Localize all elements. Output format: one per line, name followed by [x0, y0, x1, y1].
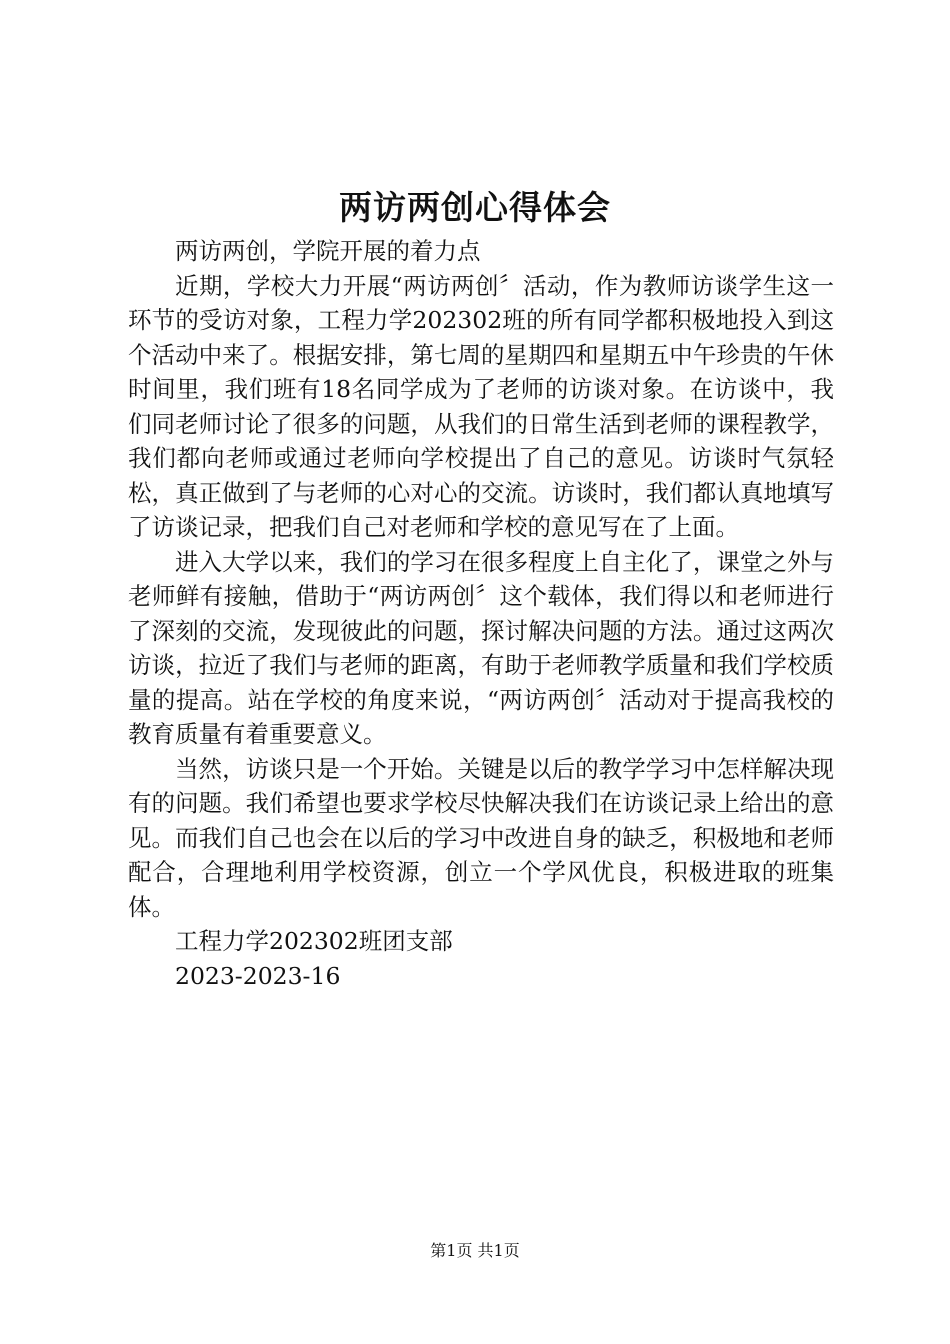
- body-paragraph-1: 近期，学校大力开展“两访两创〞活动，作为教师访谈学生这一环节的受访对象，工程力学202302班的所有同学都积极地投入到这个活动中来了。根据安排，第七周的星期四和星期五中午珍贵的午休时间里，我们班有18名同学成为了老师的访谈对象。在访谈中，我们同老师讨论了很多的问题，从我们的日常生活到老师的课程教学，我们都向老师或通过老师向学校提出了自己的意见。访谈时气氛轻松，真正做到了与老师的心对心的交流。访谈时，我们都认真地填写了访谈记录，把我们自己对老师和学校的意见写在了上面。: [128, 271, 834, 541]
- body-paragraph-3: 当然，访谈只是一个开始。关键是以后的教学学习中怎样解决现有的问题。我们希望也要求学校尽快解决我们在访谈记录上给出的意见。而我们自己也会在以后的学习中改进自身的缺乏，积极地和老师配合，合理地利用学校资源，创立一个学风优良，积极进取的班集体。: [128, 754, 834, 921]
- page-footer: 第1页 共1页: [430, 1241, 520, 1260]
- document-title: 两访两创心得体会: [339, 188, 611, 227]
- document-body: [128, 234, 834, 993]
- date-paragraph: 2023-2023-16: [175, 961, 341, 990]
- subtitle-paragraph: 两访两创，学院开展的着力点: [175, 237, 481, 265]
- signature-paragraph: 工程力学202302班团支部: [175, 927, 453, 955]
- body-paragraph-2: 进入大学以来，我们的学习在很多程度上自主化了，课堂之外与老师鲜有接触，借助于“两访两创〞这个载体，我们得以和老师进行了深刻的交流，发现彼此的问题，探讨解决问题的方法。通过这两次访谈，拉近了我们与老师的距离，有助于老师教学质量和我们学校质量的提高。站在学校的角度来说，“两访两创〞活动对于提高我校的教育质量有着重要意义。: [128, 547, 834, 748]
